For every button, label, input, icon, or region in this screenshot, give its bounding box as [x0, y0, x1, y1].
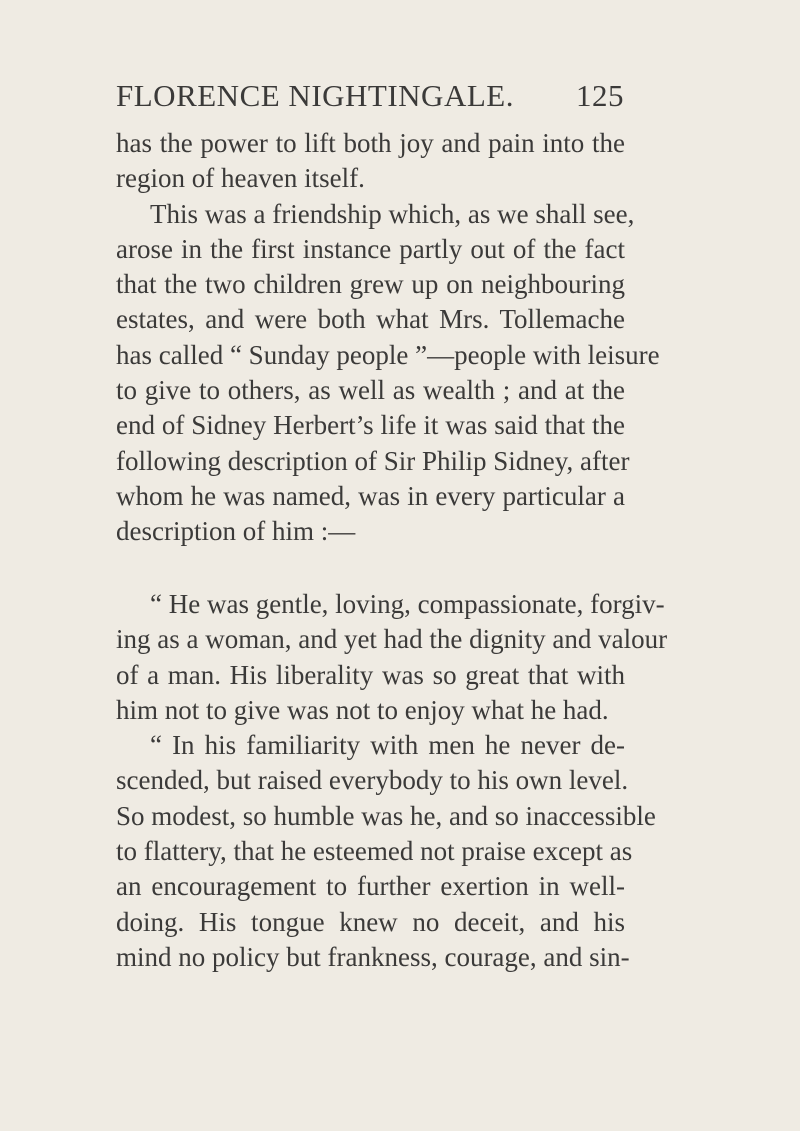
quote-line: of a man. His liberality was so great that with — [116, 659, 625, 690]
page-number: 125 — [576, 78, 624, 113]
text-line: end of Sidney Herbert’s life it was said that the — [116, 410, 625, 441]
text-line: description of him :— — [116, 516, 356, 547]
running-title: FLORENCE NIGHTINGALE. — [116, 78, 514, 113]
quotation-block — [116, 587, 668, 975]
quote-line: “ In his familiarity with men he never de- — [150, 730, 625, 761]
text-line: that the two children grew up on neighbouring — [116, 269, 625, 300]
quote-line: doing. His tongue knew no deceit, and his — [116, 906, 625, 937]
quote-line: “ He was gentle, loving, compassionate, forgiv- — [150, 589, 665, 619]
text-line: arose in the first instance partly out of the fact — [116, 233, 625, 264]
text-line: whom he was named, was in every particular a — [116, 480, 625, 511]
running-head — [116, 78, 624, 118]
text-line: has the power to lift both joy and pain into the — [116, 128, 625, 158]
quote-line: to flattery, that he esteemed not praise except as — [116, 836, 633, 867]
text-line: region of heaven itself. — [116, 163, 365, 194]
quote-line: ing as a woman, and yet had the dignity and valour — [116, 624, 668, 655]
text-line: This was a friendship which, as we shall see, — [150, 198, 635, 229]
quote-line: him not to give was not to enjoy what he had. — [116, 694, 609, 725]
text-line: following description of Sir Philip Sidney, after — [116, 445, 630, 476]
quote-line: scended, but raised everybody to his own level. — [116, 765, 629, 796]
text-line: estates, and were both what Mrs. Tollemache — [116, 304, 625, 335]
quote-line: mind no policy but frankness, courage, and sin- — [116, 941, 630, 972]
quote-line: So modest, so humble was he, and so inaccessible — [116, 800, 656, 831]
text-line: has called “ Sunday people ”—people with leisure — [116, 339, 660, 370]
text-line: to give to others, as well as wealth ; and at the — [116, 375, 625, 406]
quote-line: an encouragement to further exertion in well- — [116, 871, 625, 902]
body-paragraph-group — [116, 126, 660, 550]
